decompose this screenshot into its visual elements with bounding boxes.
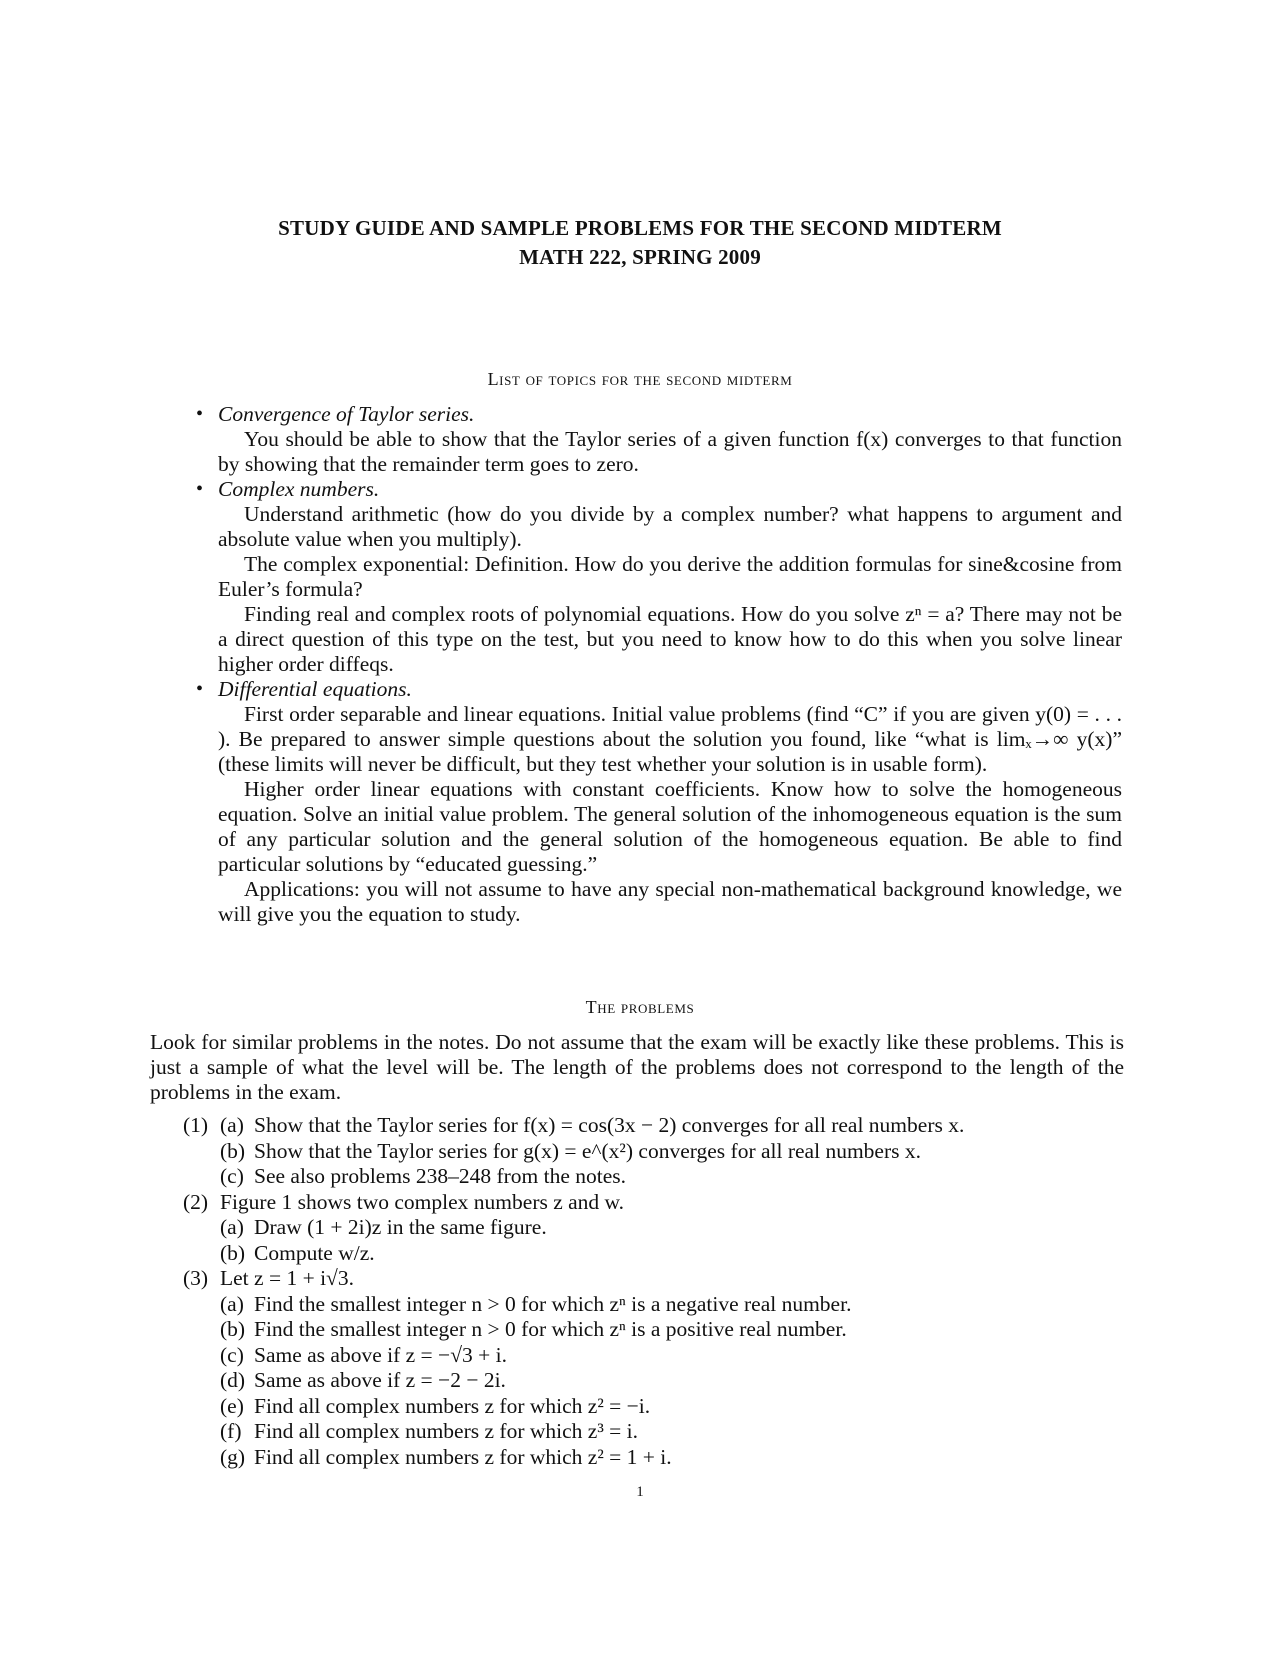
problem-item	[183, 1190, 1123, 1267]
subproblem	[220, 1113, 1123, 1139]
subproblem	[220, 1164, 1123, 1190]
topic-paragraph: Finding real and complex roots of polynomial equations. How do you solve zⁿ = a? There may not be a direct question of this type on the test, but you need to know how to do this when you solve linear higher order diffeqs.	[218, 602, 1122, 676]
subproblem	[220, 1368, 1123, 1394]
subproblem-label: (f)	[220, 1419, 242, 1443]
subproblem	[220, 1394, 1123, 1420]
subproblem-text: Find all complex numbers z for which z³ = i.	[254, 1419, 638, 1443]
problem-stem: Figure 1 shows two complex numbers z and w.	[220, 1189, 625, 1214]
subproblem	[220, 1292, 1123, 1318]
subproblem-label: (b)	[220, 1317, 246, 1341]
subproblem-text: Find all complex numbers z for which z² = 1 + i.	[254, 1444, 672, 1469]
subproblem-label: (a)	[220, 1291, 244, 1316]
topic-paragraph: First order separable and linear equations. Initial value problems (find “C” if you are given y(0) = . . . ). Be prepared to answer simple questions about the solution you found, like “what is limₓ→∞ y(x)” (these limits will never be difficult, but they test whether your solution is in usable form).	[218, 702, 1122, 776]
problems-heading: The problems	[585, 997, 695, 1017]
problems-list	[183, 1113, 1123, 1470]
topics-list	[196, 402, 1122, 927]
bullet-icon: •	[196, 403, 204, 425]
problem-number: (2)	[183, 1189, 209, 1214]
subproblem-label: (a)	[220, 1113, 244, 1137]
topic-title: Complex numbers.	[218, 477, 380, 501]
page-number: 1	[636, 1484, 644, 1500]
topic-title: Differential equations.	[218, 677, 412, 701]
subproblem	[220, 1317, 1123, 1343]
document-title: STUDY GUIDE AND SAMPLE PROBLEMS FOR THE SECOND MIDTERM	[278, 216, 1002, 240]
subproblem	[220, 1343, 1123, 1369]
problem-item	[183, 1266, 1123, 1470]
subproblem-label: (b)	[220, 1240, 246, 1265]
topic-title: Convergence of Taylor series.	[218, 402, 475, 426]
problem-item	[183, 1113, 1123, 1190]
topics-heading: List of topics for the second midterm	[487, 369, 793, 389]
subproblem-text: Same as above if z = −2 − 2i.	[254, 1368, 506, 1392]
topic-item-taylor	[196, 402, 1122, 477]
subproblem-label: (a)	[220, 1215, 244, 1239]
problem-stem: Let z = 1 + i√3.	[220, 1266, 354, 1290]
subproblem-text: Show that the Taylor series for g(x) = e^(x²) converges for all real numbers x.	[254, 1138, 921, 1163]
subproblem-label: (c)	[220, 1164, 244, 1188]
topic-paragraph: Understand arithmetic (how do you divide by a complex number? what happens to argument and absolute value when you multiply).	[218, 502, 1122, 551]
subproblem-label: (g)	[220, 1444, 246, 1469]
subproblem-text: Draw (1 + 2i)z in the same figure.	[254, 1215, 547, 1239]
topic-paragraph: Applications: you will not assume to have any special non-mathematical background knowledge, we will give you the equation to study.	[218, 877, 1122, 926]
topic-paragraph: The complex exponential: Definition. How do you derive the addition formulas for sine&cosine from Euler’s formula?	[218, 552, 1122, 601]
course-subtitle: MATH 222, SPRING 2009	[519, 245, 761, 269]
problems-intro: Look for similar problems in the notes. Do not assume that the exam will be exactly like these problems. This is just a sample of what the level will be. The length of the problems does not correspond to the length of the problems in the exam.	[150, 1030, 1124, 1104]
problem-number: (1)	[183, 1113, 209, 1137]
subproblem-label: (d)	[220, 1368, 246, 1392]
subproblem	[220, 1139, 1123, 1165]
subproblem-label: (c)	[220, 1342, 244, 1367]
subproblem-label: (e)	[220, 1393, 244, 1418]
bullet-icon: •	[196, 478, 204, 500]
subproblem	[220, 1445, 1123, 1471]
subproblem-text: Show that the Taylor series for f(x) = cos(3x − 2) converges for all real numbers x.	[254, 1113, 965, 1137]
subproblem-text: Same as above if z = −√3 + i.	[254, 1342, 507, 1367]
topic-paragraph: Higher order linear equations with constant coefficients. Know how to solve the homogeneous equation. Solve an initial value problem. The general solution of the inhomogeneous equation is the sum of any particular solution and the general solution of the homogeneous equation. Be able to find particular solutions by “educated guessing.”	[218, 777, 1122, 876]
subproblem	[220, 1241, 1123, 1267]
topic-item-diffeq	[196, 677, 1122, 927]
subproblem-text: See also problems 238–248 from the notes.	[254, 1164, 627, 1188]
subproblem	[220, 1419, 1123, 1445]
subproblem-label: (b)	[220, 1138, 246, 1163]
subproblem-text: Compute w/z.	[254, 1240, 375, 1265]
problem-number: (3)	[183, 1266, 209, 1290]
bullet-icon: •	[196, 678, 204, 700]
subproblem-text: Find the smallest integer n > 0 for which zⁿ is a negative real number.	[254, 1291, 852, 1316]
topic-item-complex	[196, 477, 1122, 677]
subproblem-text: Find all complex numbers z for which z² = −i.	[254, 1393, 651, 1418]
subproblem	[220, 1215, 1123, 1241]
subproblem-text: Find the smallest integer n > 0 for which zⁿ is a positive real number.	[254, 1317, 847, 1341]
topic-paragraph: You should be able to show that the Taylor series of a given function f(x) converges to that function by showing that the remainder term goes to zero.	[218, 427, 1122, 476]
